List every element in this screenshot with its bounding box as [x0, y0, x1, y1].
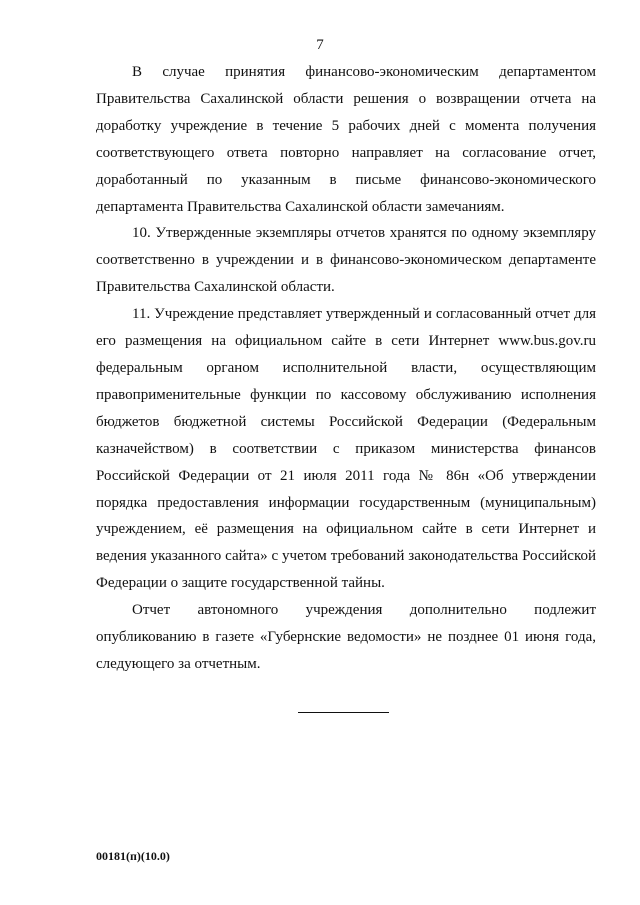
page-number: 7 — [316, 37, 324, 53]
paragraph-newspaper-publication: Отчет автономного учреждения дополнительно подлежит опубликованию в газете «Губернские ведомости» не позднее 01 июня года, следующего за отчетным. — [96, 602, 596, 672]
document-code: 00181(п)(10.0) — [96, 849, 170, 863]
end-separator-line — [298, 712, 389, 713]
document-body — [96, 59, 596, 678]
paragraph-10-report-storage: 10. Утвержденные экземпляры отчетов хранятся по одному экземпляру соответственно в учреждении и в финансово-экономическом департаменте Правительства Сахалинской области. — [96, 225, 596, 296]
paragraph-11-report-publication: 11. Учреждение представляет утвержденный и согласованный отчет для его размещения на официальном сайте в сети Интернет www.bus.gov.ru федеральным органом исполнительной власти, осуществляющим правоприменительные функции по кассовому обслуживанию исполнения бюджетов бюджетной системы Российской Федерации (Федеральным казначейством) в соответствии с приказом министерства финансов Российской Федерации от 21 июля 2011 года № 86н «Об утверждении порядка предоставления информации государственным (муниципальным) учреждением, её размещения на официальном сайте в сети Интернет и ведения указанного сайта» с учетом требований законодательства Российской Федерации о защите государственной тайны. — [96, 306, 596, 592]
paragraph-revision-return: В случае принятия финансово-экономическим департаментом Правительства Сахалинской области решения о возвращении отчета на доработку учреждение в течение 5 рабочих дней с момента получения соответствующего ответа повторно направляет на согласование отчет, доработанный по указанным в письме финансово-экономического департамента Правительства Сахалинской области замечаниям. — [96, 64, 596, 215]
